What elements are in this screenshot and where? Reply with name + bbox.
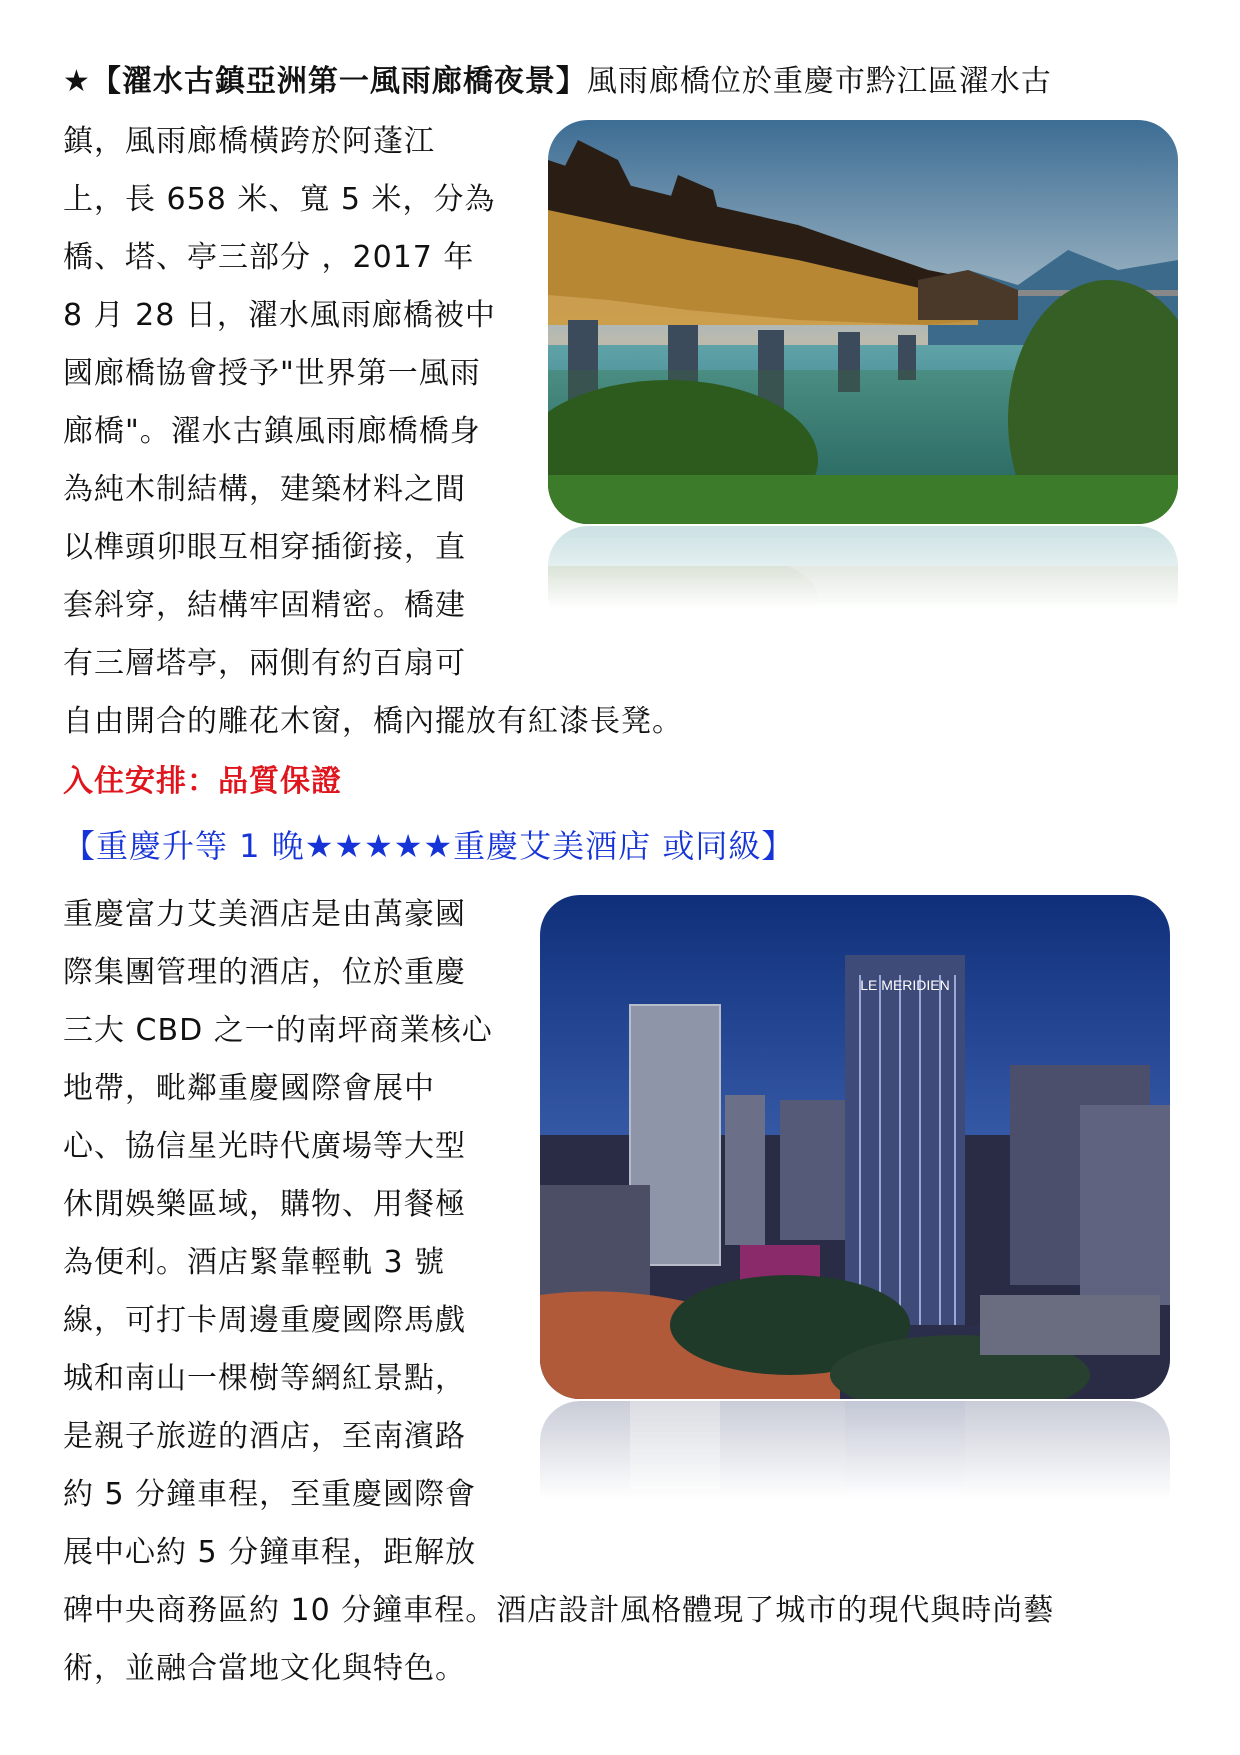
hotel-paragraph-line: 展中心約 5 分鐘車程，距解放 xyxy=(63,1535,477,1570)
bridge-paragraph-line: 國廊橋協會授予"世界第一風雨 xyxy=(63,356,481,391)
hotel-paragraph-line: 三大 CBD 之一的南坪商業核心 xyxy=(63,1013,493,1048)
hotel-sign-text: LE MERIDIEN xyxy=(860,977,950,993)
hotel-paragraph-line: 為便利。酒店緊靠輕軌 3 號 xyxy=(63,1245,446,1280)
bridge-line-1-text: 風雨廊橋位於重慶市黔江區濯水古 xyxy=(586,64,1052,99)
hotel-paragraph-line: 約 5 分鐘車程，至重慶國際會 xyxy=(63,1477,477,1512)
hotel-paragraph-line: 際集團管理的酒店，位於重慶 xyxy=(63,955,466,990)
bridge-paragraph-line: 為純木制結構，建築材料之間 xyxy=(63,472,466,507)
bridge-paragraph-line: 自由開合的雕花木窗，橋內擺放有紅漆長凳。 xyxy=(63,704,683,739)
hotel-photo-reflection xyxy=(540,1401,1170,1531)
bridge-heading: ★【濯水古鎮亞洲第一風雨廊橋夜景】 xyxy=(63,64,587,99)
bridge-paragraph-line: 廊橋"。濯水古鎮風雨廊橋橋身 xyxy=(63,414,481,449)
hotel-paragraph-line: 碑中央商務區約 10 分鐘車程。酒店設計風格體現了城市的現代與時尚藝 xyxy=(63,1593,1055,1628)
bridge-paragraph-line: 鎮，風雨廊橋橫跨於阿蓬江 xyxy=(63,124,435,159)
accommodation-title: 入住安排：品質保證 xyxy=(63,764,342,799)
hotel-night-photo xyxy=(540,895,1170,1399)
bridge-paragraph-line-1 xyxy=(63,62,1052,102)
bridge-paragraph-line: 8 月 28 日，濯水風雨廊橋被中 xyxy=(63,298,496,333)
bridge-paragraph-line: 有三層塔亭，兩側有約百扇可 xyxy=(63,646,466,681)
hotel-paragraph-line: 術，並融合當地文化與特色。 xyxy=(63,1651,466,1686)
hotel-paragraph-line: 休閒娛樂區域，購物、用餐極 xyxy=(63,1187,466,1222)
hotel-paragraph-line: 重慶富力艾美酒店是由萬豪國 xyxy=(63,897,466,932)
bridge-night-photo xyxy=(548,120,1178,524)
hotel-paragraph-line: 心、協信星光時代廣場等大型 xyxy=(63,1129,466,1164)
bridge-paragraph-line: 橋、塔、亭三部分 ，2017 年 xyxy=(63,240,475,275)
hotel-paragraph-line: 城和南山一棵樹等網紅景點， xyxy=(63,1361,466,1396)
bridge-photo-reflection xyxy=(548,526,1178,636)
bridge-paragraph-line: 套斜穿，結構牢固精密。橋建 xyxy=(63,588,466,623)
hotel-paragraph-line: 是親子旅遊的酒店，至南濱路 xyxy=(63,1419,466,1454)
bridge-paragraph-line: 以榫頭卯眼互相穿插銜接，直 xyxy=(63,530,466,565)
hotel-paragraph-line: 線，可打卡周邊重慶國際馬戲 xyxy=(63,1303,466,1338)
hotel-paragraph-line: 地帶，毗鄰重慶國際會展中 xyxy=(63,1071,435,1106)
bridge-paragraph-line: 上，長 658 米、寬 5 米，分為 xyxy=(63,182,496,217)
hotel-title: 【重慶升等 1 晚★★★★★重慶艾美酒店 或同級】 xyxy=(63,827,795,865)
